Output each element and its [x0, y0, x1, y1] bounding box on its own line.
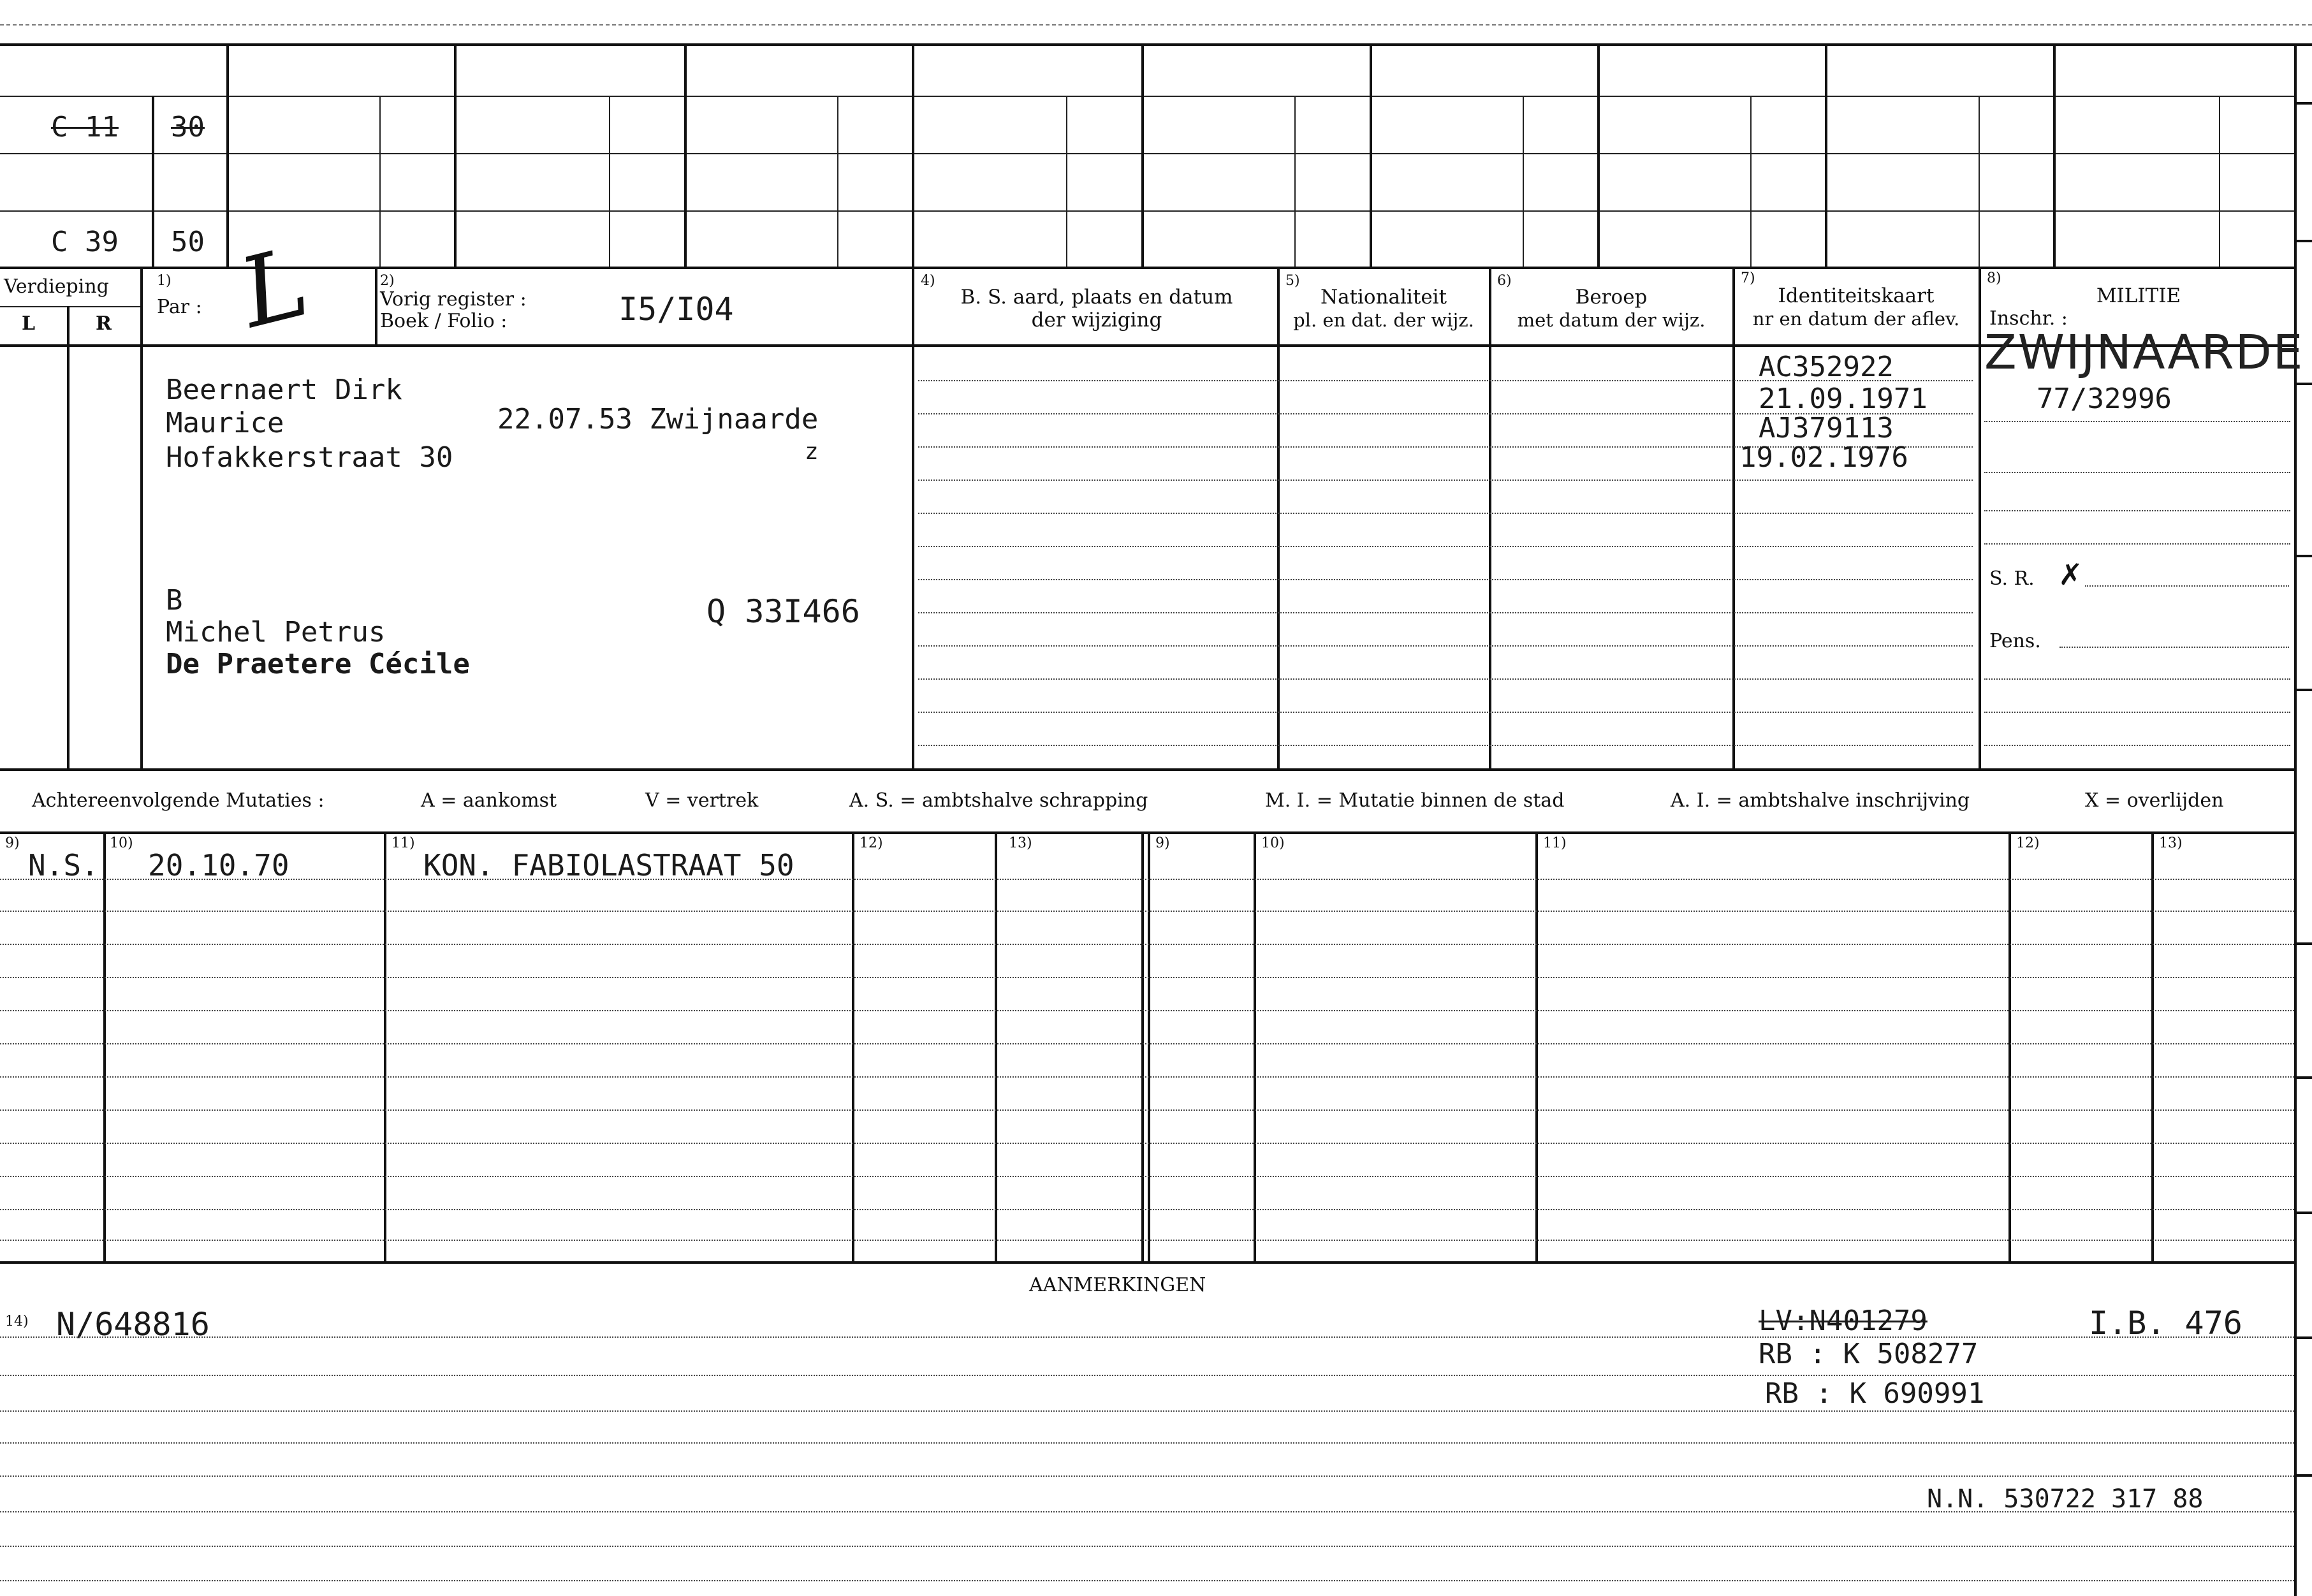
right-border [2294, 43, 2297, 1596]
mut-col10b-num: 10) [1261, 835, 1285, 851]
verdieping-r: R [96, 312, 112, 335]
mut-col11-num: 11) [391, 835, 415, 851]
par-label: Par : [157, 296, 202, 318]
person-birth: 22.07.53 Zwijnaarde [497, 403, 819, 436]
bs-header-line2: der wijziging [1031, 309, 1162, 332]
bs-num: 4) [921, 273, 935, 289]
mutaties-v: V = vertrek [645, 789, 759, 812]
scan-edge-line [0, 24, 2312, 26]
id-entry-4: 19.02.1976 [1739, 441, 1908, 474]
beroep-header-line2: met datum der wijz. [1517, 309, 1706, 331]
mut-entry-address: KON. FABIOLASTRAAT 50 [423, 848, 794, 882]
verdieping-label: Verdieping [4, 275, 109, 298]
person-mother: De Praetere Cécile [166, 648, 470, 680]
person-firstname: Maurice [166, 407, 284, 439]
inschr-label: Inschr. : [1989, 307, 2068, 330]
par-handwritten-mark: L [230, 226, 319, 350]
par-num: 1) [157, 273, 172, 289]
person-z-mark: z [805, 439, 819, 465]
remarks-rb-2: RB : K 690991 [1765, 1377, 1985, 1410]
mut-col12-num: 12) [860, 835, 883, 851]
person-father: Michel Petrus [166, 616, 386, 648]
remarks-nn-number: N.N. 530722 317 88 [1927, 1484, 2204, 1514]
bs-header-line1: B. S. aard, plaats en datum [960, 286, 1233, 309]
mutaties-ai: A. I. = ambtshalve inschrijving [1671, 789, 1970, 812]
person-surname: Beernaert Dirk [166, 374, 402, 406]
militie-place-stamp: ZWIJNAARDE [1984, 325, 2304, 380]
mut-col10-num: 10) [110, 835, 133, 851]
remarks-ib-number: I.B. 476 [2089, 1305, 2242, 1342]
mut-entry-code: N.S. [28, 848, 99, 882]
mut-entry-date: 20.10.70 [148, 848, 289, 882]
militie-number: 77/32996 [2037, 383, 2172, 415]
id-header-line1: Identiteitskaart [1778, 284, 1935, 307]
top-border [0, 43, 2312, 46]
sr-checkmark: ✗ [2058, 557, 2083, 592]
nat-header-line1: Nationaliteit [1320, 286, 1447, 309]
top-grid-code-2: C 39 [51, 226, 119, 258]
mut-col11b-num: 11) [1543, 835, 1567, 851]
mut-col9-num: 9) [5, 835, 20, 851]
nat-num: 5) [1285, 273, 1300, 289]
person-b-mark: B [166, 584, 183, 617]
mut-col13b-num: 13) [2159, 835, 2183, 851]
mutaties-x: X = overlijden [2085, 789, 2224, 812]
mutaties-mi: M. I. = Mutatie binnen de stad [1265, 789, 1565, 812]
remarks-title: AANMERKINGEN [1029, 1274, 1206, 1296]
id-header-line2: nr en datum der aflev. [1752, 308, 1960, 330]
id-entry-2: 21.09.1971 [1759, 383, 1928, 415]
beroep-header-line1: Beroep [1575, 286, 1648, 309]
top-grid-code-1: C 11 [51, 111, 119, 143]
remarks-n-number: N/648816 [56, 1306, 210, 1343]
vorig-num: 2) [380, 273, 395, 289]
top-grid-num-2: 50 [171, 226, 205, 258]
pens-label: Pens. [1989, 630, 2041, 652]
vorig-register-value: I5/I04 [618, 291, 734, 328]
remarks-num: 14) [5, 1314, 29, 1329]
id-entry-3: AJ379113 [1759, 412, 1894, 444]
verdieping-l: L [22, 312, 36, 335]
boek-folio-label: Boek / Folio : [380, 310, 508, 332]
militie-title: MILITIE [2096, 284, 2181, 307]
top-grid-num-1: 30 [171, 111, 205, 143]
mut-col13-num: 13) [1009, 835, 1032, 851]
person-address: Hofakkerstraat 30 [166, 441, 453, 474]
mut-col12b-num: 12) [2016, 835, 2040, 851]
remarks-rb-1: RB : K 508277 [1759, 1338, 1979, 1370]
sr-label: S. R. [1989, 567, 2035, 590]
beroep-num: 6) [1497, 273, 1512, 289]
person-q-number: Q 33I466 [706, 593, 860, 630]
militie-num: 8) [1987, 270, 2001, 286]
mutaties-title: Achtereenvolgende Mutaties : [32, 789, 325, 812]
remarks-lv-number: LV:N401279 [1759, 1305, 1928, 1337]
mutaties-a: A = aankomst [421, 789, 557, 812]
mut-col9b-num: 9) [1155, 835, 1170, 851]
nat-header-line2: pl. en dat. der wijz. [1293, 309, 1474, 331]
mutaties-as: A. S. = ambtshalve schrapping [849, 789, 1148, 812]
id-num: 7) [1741, 270, 1755, 286]
vorig-register-label: Vorig register : [380, 288, 527, 311]
id-entry-1: AC352922 [1759, 351, 1894, 383]
